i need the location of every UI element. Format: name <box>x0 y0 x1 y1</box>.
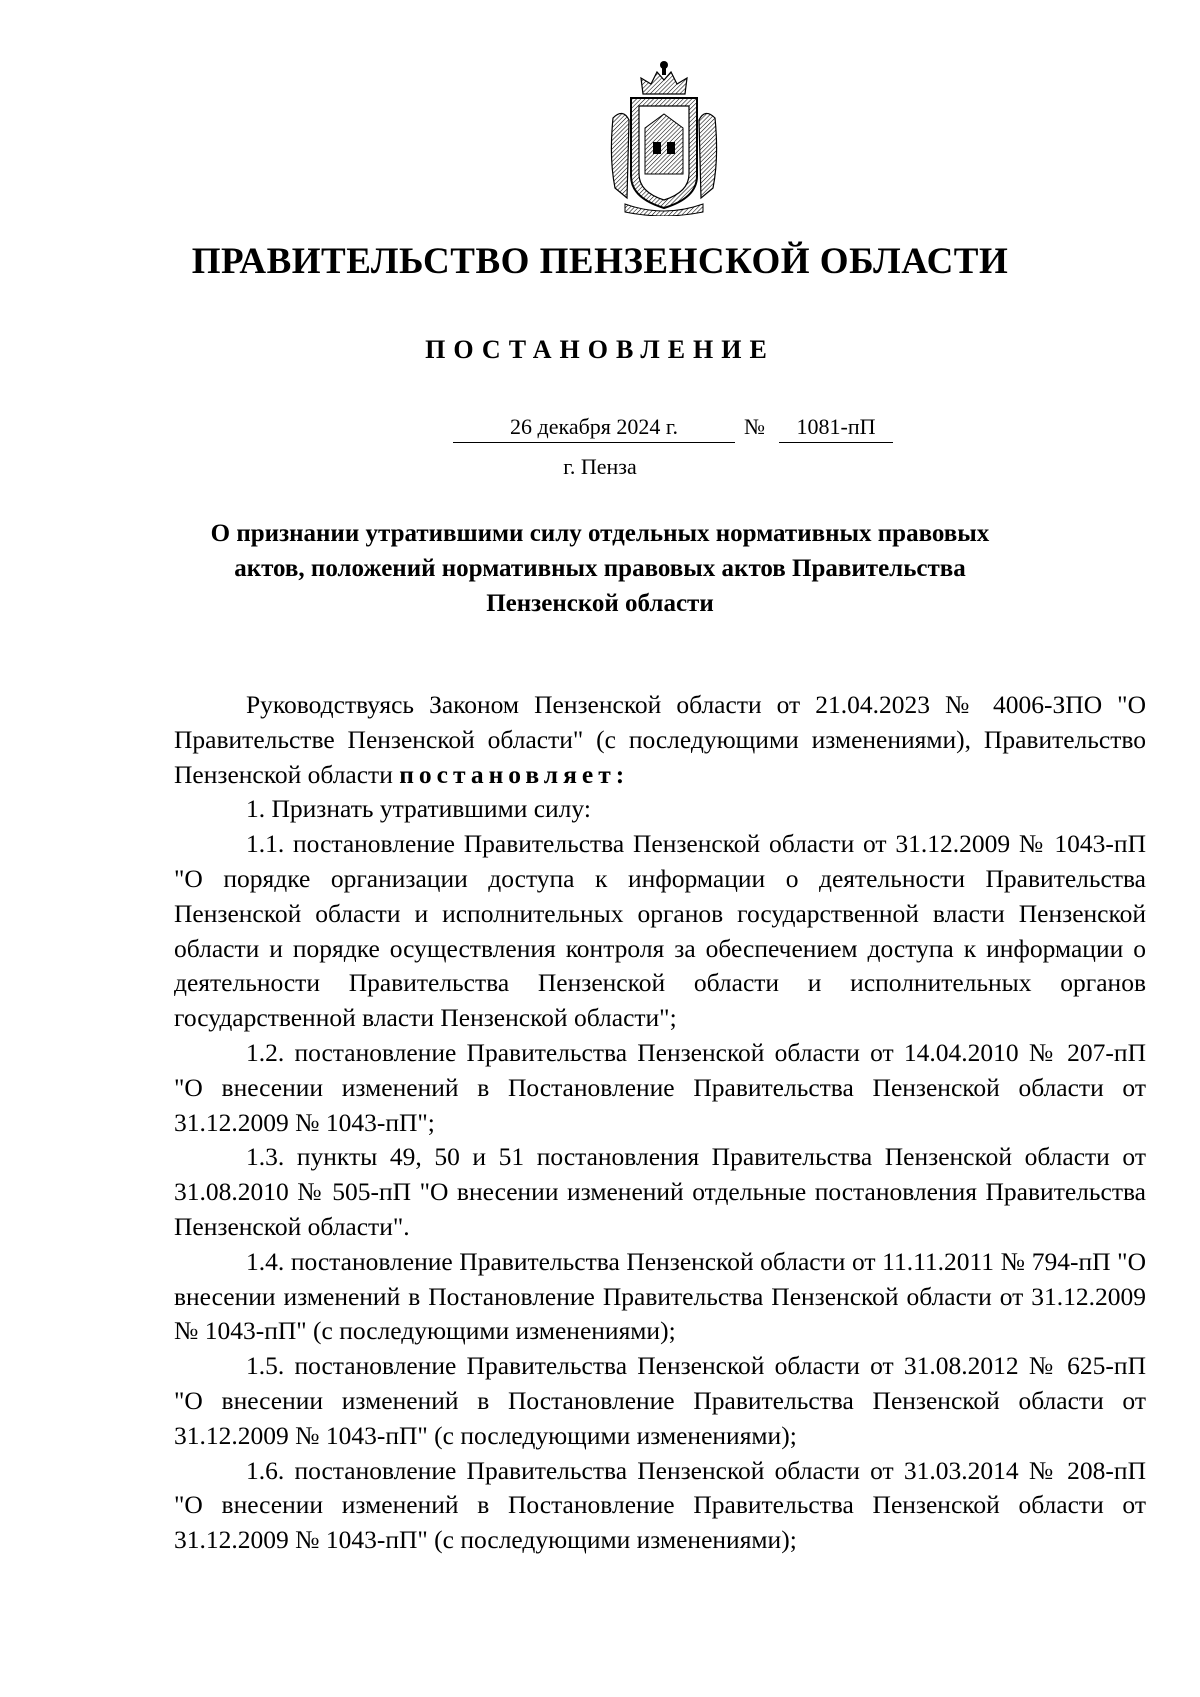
number-sign: № <box>744 414 765 439</box>
paragraph-1: 1. Признать утратившими силу: <box>246 794 591 824</box>
paragraph-1-1: 1.1. постановление Правительства Пензенской области от 31.12.2009 № 1043-пП "О порядке организации доступа к информации о деятельности Правительства Пензенской области и исполнительных органов государственной власти Пензенской области и порядке осуществления контроля за обеспечением доступа к информации о деятельности Правительства Пензенской области и исполнительных органов государственной власти Пензенской области"; <box>174 829 1146 1033</box>
preamble-text: Руководствуясь Законом Пензенской области от 21.04.2023 № 4006-ЗПО "О Правительстве Пензенской области" (с последующими изменениями), Правительство Пензенской области <box>174 690 1146 789</box>
organization-title: ПРАВИТЕЛЬСТВО ПЕНЗЕНСКОЙ ОБЛАСТИ <box>191 241 1009 282</box>
preamble-emphasis: постановляет: <box>399 759 630 789</box>
coat-of-arms-emblem <box>605 58 723 216</box>
paragraph-1-6: 1.6. постановление Правительства Пензенской области от 31.03.2014 № 208-пП "О внесении изменений в Постановление Правительства Пензенской области от 31.12.2009 № 1043-пП" (с последующими изменениями); <box>174 1455 1146 1555</box>
document-heading: О признании утратившими силу отдельных нормативных правовых актов, положений нормативных правовых актов Правительства Пензенской области <box>210 520 990 617</box>
document-type: ПОСТАНОВЛЕНИЕ <box>425 335 775 364</box>
document-date: 26 декабря 2024 г. <box>453 412 735 443</box>
paragraph-1-2: 1.2. постановление Правительства Пензенской области от 14.04.2010 № 207-пП "О внесении изменений в Постановление Правительства Пензенской области от 31.12.2009 № 1043-пП"; <box>174 1037 1146 1137</box>
document-body <box>174 688 1146 1558</box>
city: г. Пенза <box>563 454 637 479</box>
preamble-paragraph <box>174 688 1146 792</box>
document-number: 1081-пП <box>779 412 893 443</box>
paragraph-1-4: 1.4. постановление Правительства Пензенской области от 11.11.2011 № 794-пП "О внесении изменений в Постановление Правительства Пензенской области от 31.12.2009 № 1043-пП" (с последующими изменениями); <box>174 1246 1146 1346</box>
paragraph-1-3: 1.3. пункты 49, 50 и 51 постановления Правительства Пензенской области от 31.08.2010 № 505-пП "О внесении изменений отдельные постановления Правительства Пензенской области". <box>174 1142 1146 1241</box>
paragraph-1-5: 1.5. постановление Правительства Пензенской области от 31.08.2012 № 625-пП "О внесении изменений в Постановление Правительства Пензенской области от 31.12.2009 № 1043-пП" (с последующими изменениями); <box>174 1351 1146 1450</box>
date-number-line <box>0 412 1200 448</box>
